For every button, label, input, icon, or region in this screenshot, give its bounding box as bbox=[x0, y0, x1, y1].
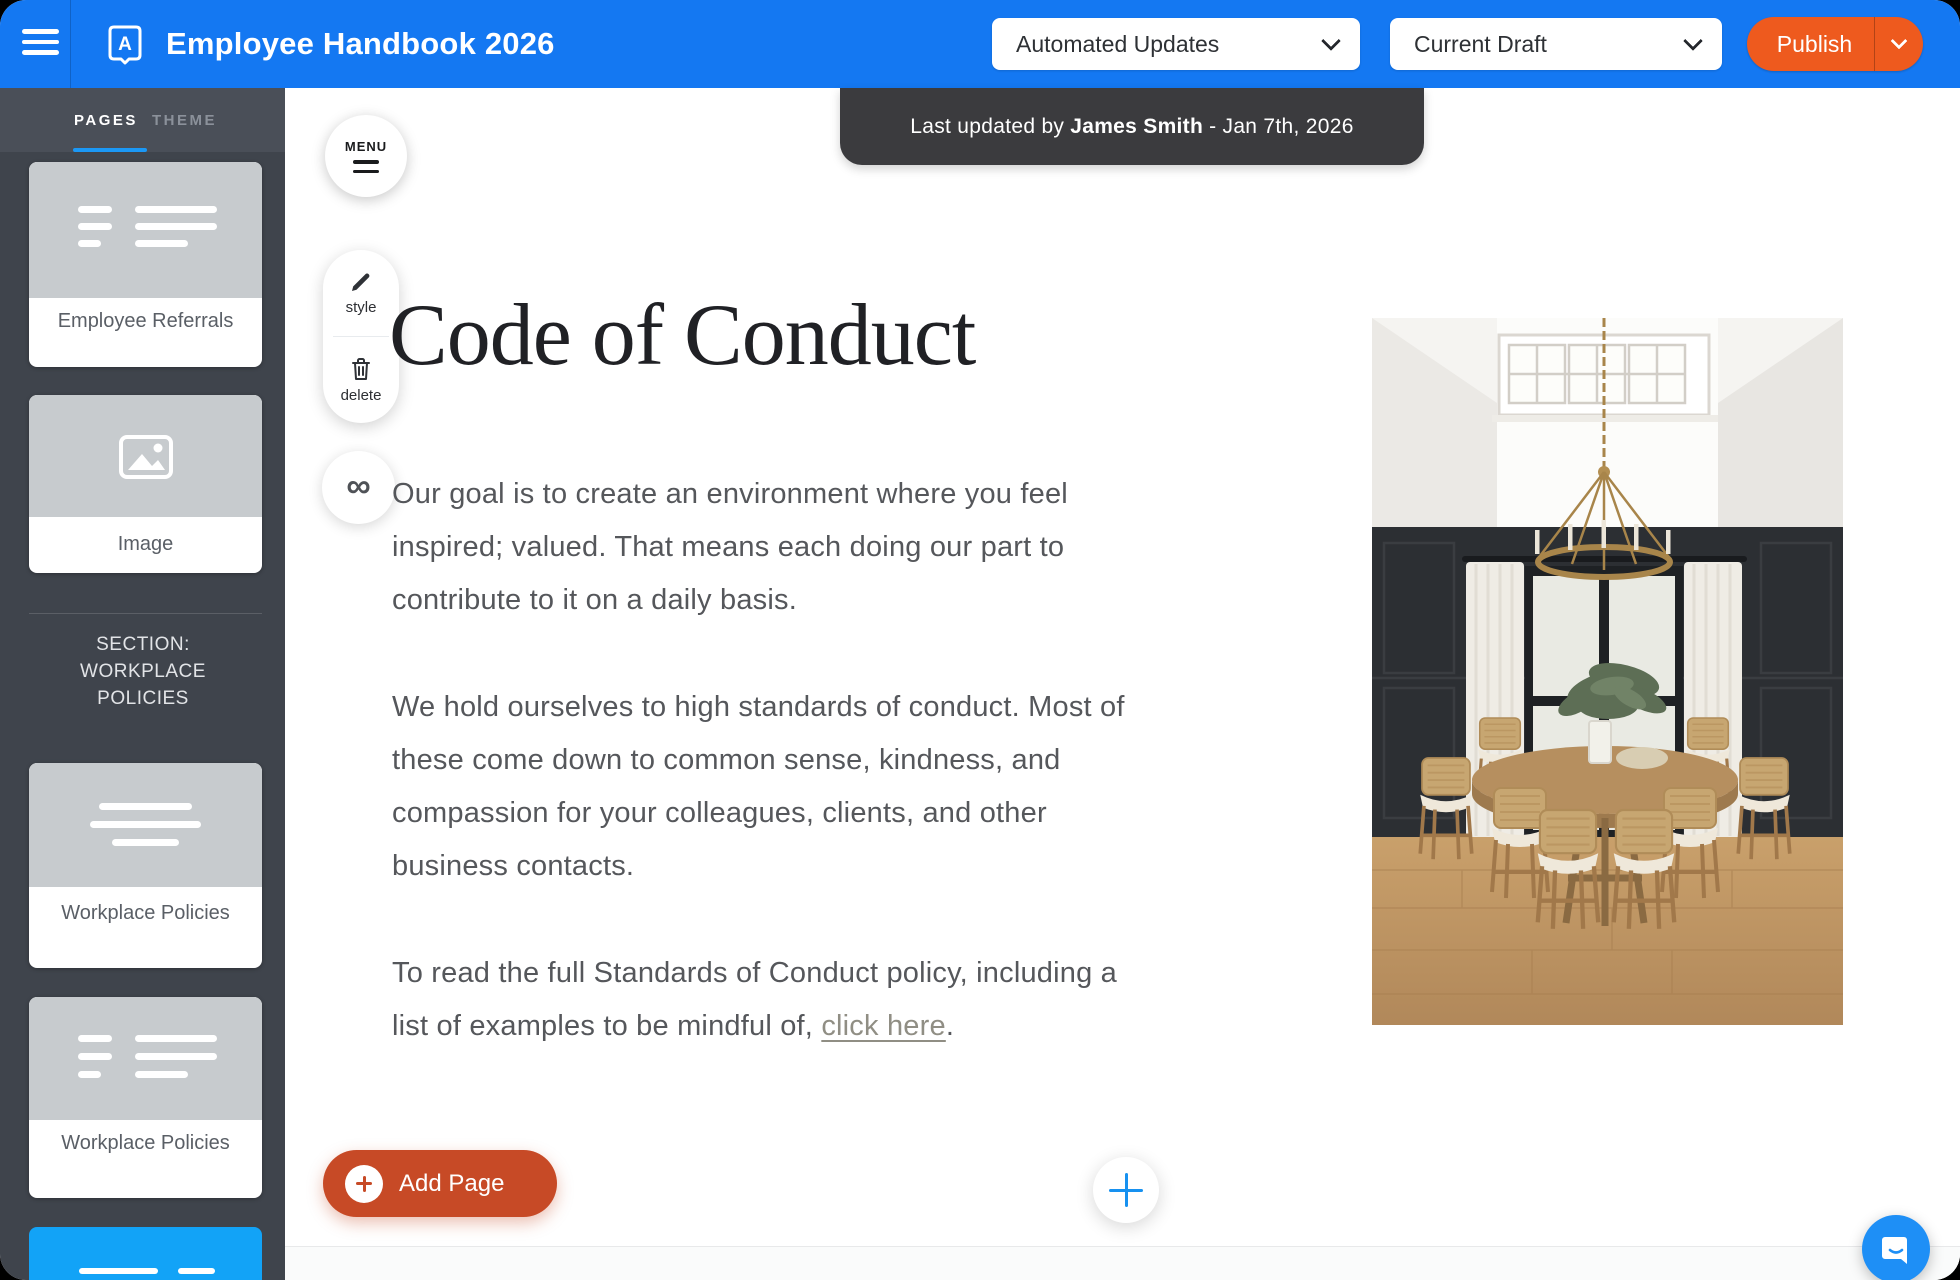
delete-button[interactable] bbox=[323, 337, 399, 423]
chat-launcher-button[interactable] bbox=[1862, 1215, 1930, 1280]
click-here-link[interactable]: click here bbox=[821, 1010, 946, 1042]
page-thumbnail-employee-referrals[interactable] bbox=[29, 162, 262, 367]
add-page-button[interactable] bbox=[323, 1150, 557, 1217]
page-thumbnail-image[interactable] bbox=[29, 395, 262, 573]
last-updated-toast bbox=[840, 88, 1424, 165]
tab-pages[interactable]: PAGES bbox=[74, 111, 138, 129]
text-line: contribute to it on a daily basis. bbox=[392, 584, 797, 616]
link-icon: ∞ bbox=[346, 467, 371, 505]
svg-text:A: A bbox=[118, 34, 132, 55]
version-dropdown[interactable] bbox=[1390, 18, 1722, 70]
page-bottom-edge bbox=[285, 1246, 1960, 1280]
delete-button-label: delete bbox=[340, 387, 382, 404]
thumb-line bbox=[178, 1268, 215, 1274]
topbar bbox=[0, 0, 1960, 88]
pages-sidebar bbox=[0, 88, 285, 1280]
updates-dropdown-value: Automated Updates bbox=[1016, 30, 1220, 57]
page-thumbnail-workplace-policies[interactable] bbox=[29, 763, 262, 968]
thumb-line bbox=[78, 1053, 112, 1060]
thumbnail-preview bbox=[29, 997, 262, 1120]
chevron-down-icon bbox=[1891, 32, 1908, 49]
insert-block-button[interactable] bbox=[1093, 1157, 1159, 1223]
hamburger-bar bbox=[22, 29, 59, 34]
toast-date: - Jan 7th, 2026 bbox=[1209, 114, 1354, 138]
menu-bar bbox=[353, 160, 379, 164]
publish-button[interactable]: Publish bbox=[1747, 17, 1874, 71]
hamburger-bar bbox=[22, 40, 59, 45]
plus-icon bbox=[345, 1165, 383, 1203]
text-span: list of examples to be mindful of, bbox=[392, 1010, 822, 1042]
sidebar-divider bbox=[29, 613, 262, 614]
updates-dropdown[interactable] bbox=[992, 18, 1360, 70]
text-line: business contacts. bbox=[392, 850, 635, 882]
trash-icon bbox=[349, 356, 373, 382]
toast-author: James Smith bbox=[1070, 114, 1204, 138]
text-line: inspired; valued. That means each doing our part to bbox=[392, 531, 1065, 563]
tab-theme[interactable]: THEME bbox=[152, 111, 217, 129]
thumb-line bbox=[90, 821, 201, 828]
publish-split-button bbox=[1747, 17, 1923, 71]
thumb-line bbox=[99, 803, 192, 810]
add-page-label: Add Page bbox=[399, 1169, 505, 1197]
page-thumbnail-label: Workplace Policies bbox=[61, 1132, 230, 1154]
paragraph[interactable] bbox=[392, 468, 1068, 627]
thumb-line bbox=[135, 1053, 217, 1060]
thumb-line bbox=[135, 206, 217, 213]
image-placeholder-icon bbox=[118, 434, 174, 480]
topbar-divider bbox=[70, 0, 71, 88]
style-button[interactable] bbox=[323, 250, 399, 336]
thumb-line bbox=[135, 223, 217, 230]
thumbnail-preview bbox=[29, 395, 262, 517]
page-thumbnail-label: Workplace Policies bbox=[61, 902, 230, 924]
thumb-line bbox=[78, 223, 112, 230]
section-label: SECTION: WORKPLACE POLICIES bbox=[80, 634, 206, 709]
thumb-line bbox=[78, 1071, 101, 1078]
thumb-line bbox=[135, 1035, 217, 1042]
page-thumbnail-workplace-policies[interactable] bbox=[29, 997, 262, 1198]
paragraph[interactable] bbox=[392, 681, 1125, 893]
thumb-line bbox=[135, 1071, 188, 1078]
text-line: We hold ourselves to high standards of conduct. Most of bbox=[392, 691, 1125, 723]
text-line bbox=[392, 1000, 1117, 1053]
style-button-label: style bbox=[345, 299, 377, 316]
text-line: these come down to common sense, kindness, and bbox=[392, 744, 1061, 776]
sidebar-tabs bbox=[0, 88, 285, 152]
editor-canvas bbox=[285, 88, 1960, 1280]
thumb-line bbox=[78, 1035, 112, 1042]
menu-bar bbox=[353, 170, 379, 174]
toast-text: Last updated by bbox=[910, 114, 1065, 138]
block-tools bbox=[323, 250, 399, 423]
paragraph[interactable] bbox=[392, 947, 1117, 1053]
thumb-line bbox=[79, 1268, 158, 1274]
page-menu-button[interactable] bbox=[325, 115, 407, 197]
chevron-down-icon bbox=[1321, 31, 1341, 51]
page-thumbnail-cover[interactable] bbox=[29, 1227, 262, 1280]
pencil-icon bbox=[349, 270, 373, 294]
thumbnail-preview bbox=[29, 162, 262, 298]
page-thumbnail-label: Image bbox=[117, 533, 174, 555]
thumbnail-preview bbox=[29, 763, 262, 887]
text-line: Our goal is to create an environment where you feel bbox=[392, 478, 1068, 510]
handbook-logo-icon bbox=[104, 23, 146, 65]
document-title: Employee Handbook 2026 bbox=[166, 26, 555, 61]
hamburger-bar bbox=[22, 50, 59, 55]
thumb-line bbox=[112, 839, 179, 846]
version-dropdown-value: Current Draft bbox=[1414, 30, 1547, 57]
link-button[interactable] bbox=[322, 451, 395, 524]
menu-button-label: MENU bbox=[344, 139, 388, 154]
dining-room-photo[interactable] bbox=[1372, 318, 1843, 1025]
thumb-line bbox=[78, 240, 101, 247]
publish-options-button[interactable] bbox=[1874, 17, 1923, 71]
text-span: . bbox=[945, 1010, 955, 1042]
thumb-line bbox=[78, 206, 112, 213]
brand bbox=[104, 0, 555, 88]
chat-bubble-icon bbox=[1880, 1233, 1912, 1265]
chevron-down-icon bbox=[1683, 31, 1703, 51]
page-thumbnail-label: Employee Referrals bbox=[57, 310, 234, 332]
active-tab-indicator bbox=[73, 148, 147, 152]
hamburger-menu-button[interactable] bbox=[22, 29, 59, 59]
page-heading[interactable]: Code of Conduct bbox=[389, 287, 976, 384]
text-line: compassion for your colleagues, clients, and other bbox=[392, 797, 1047, 829]
thumb-line bbox=[135, 240, 188, 247]
text-line: To read the full Standards of Conduct policy, including a bbox=[392, 957, 1118, 989]
